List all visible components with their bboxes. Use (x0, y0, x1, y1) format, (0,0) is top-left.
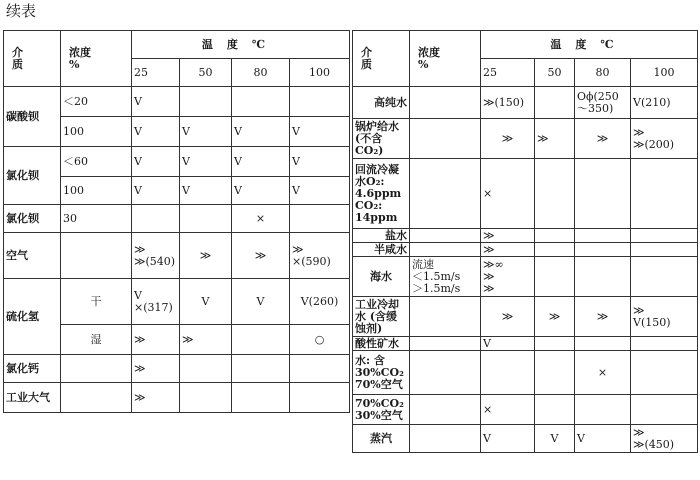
rating-cell (535, 257, 575, 297)
concentration-cell: 流速 ＜1.5m/s ＞1.5m/s (410, 257, 481, 297)
concentration-cell (410, 119, 481, 159)
concentration-cell (410, 425, 481, 453)
concentration-cell: 30 (61, 205, 132, 233)
temp-col-80: 80 (232, 59, 290, 87)
rating-cell: ≫ (132, 325, 180, 355)
rating-cell (290, 383, 350, 413)
rating-cell (631, 337, 698, 351)
rating-cell: V (232, 279, 290, 325)
rating-cell (290, 87, 350, 117)
rating-cell (180, 355, 232, 383)
medium-barium-carbonate: 碳酸钡 (4, 87, 61, 147)
rating-cell: ≫ (575, 119, 631, 159)
medium-recirculating-condensate: 回流冷凝 水O₂: 4.6ppm CO₂: 14ppm (353, 159, 410, 229)
rating-cell: ≫ (132, 383, 180, 413)
rating-cell (535, 351, 575, 395)
rating-cell: V (481, 337, 535, 351)
temp-col-25: 25 (132, 59, 180, 87)
temp-col-100: 100 (290, 59, 350, 87)
rating-cell: V (132, 147, 180, 177)
rating-cell: V (290, 117, 350, 147)
concentration-cell (410, 229, 481, 243)
rating-cell: ≫ (535, 119, 575, 159)
concentration-cell: 100 (61, 177, 132, 205)
rating-cell (180, 87, 232, 117)
concentration-cell: 湿 (61, 325, 132, 355)
medium-calcium-chloride: 氯化钙 (4, 355, 61, 383)
corrosion-table-right (352, 30, 698, 453)
concentration-cell (410, 337, 481, 351)
rating-cell: V (232, 117, 290, 147)
medium-air: 空气 (4, 233, 61, 279)
rating-cell: V (180, 177, 232, 205)
rating-cell: V (290, 177, 350, 205)
rating-cell: V (180, 117, 232, 147)
rating-cell: ≫ (180, 233, 232, 279)
rating-cell: V(260) (290, 279, 350, 325)
rating-cell (535, 243, 575, 257)
rating-cell (535, 87, 575, 119)
concentration-cell (61, 355, 132, 383)
rating-cell (575, 337, 631, 351)
rating-cell: Oϕ(250 ～350) (575, 87, 631, 119)
rating-cell: ≫ (232, 233, 290, 279)
medium-boiler-feedwater: 锅炉给水 (不含 CO₂) (353, 119, 410, 159)
medium-brine: 盐水 (353, 229, 410, 243)
rating-cell (575, 257, 631, 297)
medium-brackish-water: 半咸水 (353, 243, 410, 257)
temp-col-25: 25 (481, 59, 535, 87)
header-concentration: 浓度 % (61, 31, 132, 87)
concentration-cell (410, 87, 481, 119)
concentration-cell (410, 159, 481, 229)
rating-cell: ≫ (481, 297, 535, 337)
rating-cell: ≫ (180, 325, 232, 355)
medium-industrial-atmosphere: 工业大气 (4, 383, 61, 413)
temp-col-100: 100 (631, 59, 698, 87)
rating-cell (631, 395, 698, 425)
concentration-cell: ＜20 (61, 87, 132, 117)
rating-cell: V (180, 279, 232, 325)
medium-acid-mine-water: 酸性矿水 (353, 337, 410, 351)
medium-water-co2-air-30: 水: 含 30%CO₂ 70%空气 (353, 351, 410, 395)
rating-cell: V (575, 425, 631, 453)
medium-co2-air-70-30: 70%CO₂ 30%空气 (353, 395, 410, 425)
rating-cell: ≫ (481, 243, 535, 257)
rating-cell: ≫ ≫(200) (631, 119, 698, 159)
temp-col-50: 50 (180, 59, 232, 87)
header-temperature: 温度℃ (481, 31, 698, 59)
concentration-cell (61, 383, 132, 413)
rating-cell: × (575, 351, 631, 395)
medium-high-purity-water: 高纯水 (353, 87, 410, 119)
header-concentration: 浓度 % (410, 31, 481, 87)
rating-cell: × (232, 205, 290, 233)
rating-cell: ≫ ≫(450) (631, 425, 698, 453)
medium-barium-chloride-2: 氯化钡 (4, 205, 61, 233)
concentration-cell (410, 297, 481, 337)
rating-cell: V (535, 425, 575, 453)
rating-cell: ≫ (481, 119, 535, 159)
rating-cell: ≫ ≫(540) (132, 233, 180, 279)
rating-cell: ≫ ×(590) (290, 233, 350, 279)
medium-seawater: 海水 (353, 257, 410, 297)
rating-cell: ≫(150) (481, 87, 535, 119)
rating-cell (535, 229, 575, 243)
rating-cell: ≫ (535, 297, 575, 337)
rating-cell (180, 205, 232, 233)
rating-cell: ≫ (575, 297, 631, 337)
rating-cell (575, 243, 631, 257)
rating-cell: ≫ (132, 355, 180, 383)
header-medium: 介 质 (4, 31, 61, 87)
rating-cell (481, 351, 535, 395)
rating-cell (575, 229, 631, 243)
rating-cell: × (481, 159, 535, 229)
rating-cell: ≫ V(150) (631, 297, 698, 337)
table-caption: 续表 (6, 2, 37, 20)
rating-cell (631, 229, 698, 243)
rating-cell (535, 395, 575, 425)
rating-cell (232, 87, 290, 117)
concentration-cell (61, 233, 132, 279)
rating-cell: × (481, 395, 535, 425)
rating-cell (575, 159, 631, 229)
rating-cell (232, 355, 290, 383)
rating-cell: V (180, 147, 232, 177)
rating-cell (535, 159, 575, 229)
rating-cell: V ×(317) (132, 279, 180, 325)
rating-cell: V (232, 147, 290, 177)
rating-cell: ≫∞ ≫ ≫ (481, 257, 535, 297)
rating-cell: V (132, 87, 180, 117)
rating-cell: ≫ (481, 229, 535, 243)
rating-cell (290, 355, 350, 383)
medium-industrial-cooling-water: 工业冷却 水 (含缓 蚀剂) (353, 297, 410, 337)
rating-cell: V (232, 177, 290, 205)
temp-col-80: 80 (575, 59, 631, 87)
concentration-cell: ＜60 (61, 147, 132, 177)
rating-cell (132, 205, 180, 233)
rating-cell: V (132, 117, 180, 147)
corrosion-table-left (3, 30, 350, 413)
rating-cell (232, 383, 290, 413)
medium-hydrogen-sulfide: 硫化氢 (4, 279, 61, 355)
rating-cell: ○ (290, 325, 350, 355)
header-temperature: 温度℃ (132, 31, 350, 59)
rating-cell (180, 383, 232, 413)
rating-cell: V (481, 425, 535, 453)
rating-cell: V(210) (631, 87, 698, 119)
rating-cell (290, 205, 350, 233)
concentration-cell: 100 (61, 117, 132, 147)
rating-cell (631, 159, 698, 229)
rating-cell (631, 351, 698, 395)
concentration-cell: 干 (61, 279, 132, 325)
rating-cell (631, 243, 698, 257)
medium-barium-chloride: 氯化钡 (4, 147, 61, 205)
concentration-cell (410, 395, 481, 425)
rating-cell: V (132, 177, 180, 205)
rating-cell (232, 325, 290, 355)
rating-cell (575, 395, 631, 425)
rating-cell: V (290, 147, 350, 177)
rating-cell (535, 337, 575, 351)
concentration-cell (410, 351, 481, 395)
concentration-cell (410, 243, 481, 257)
medium-steam: 蒸汽 (353, 425, 410, 453)
temp-col-50: 50 (535, 59, 575, 87)
header-medium: 介 质 (353, 31, 410, 87)
rating-cell (631, 257, 698, 297)
